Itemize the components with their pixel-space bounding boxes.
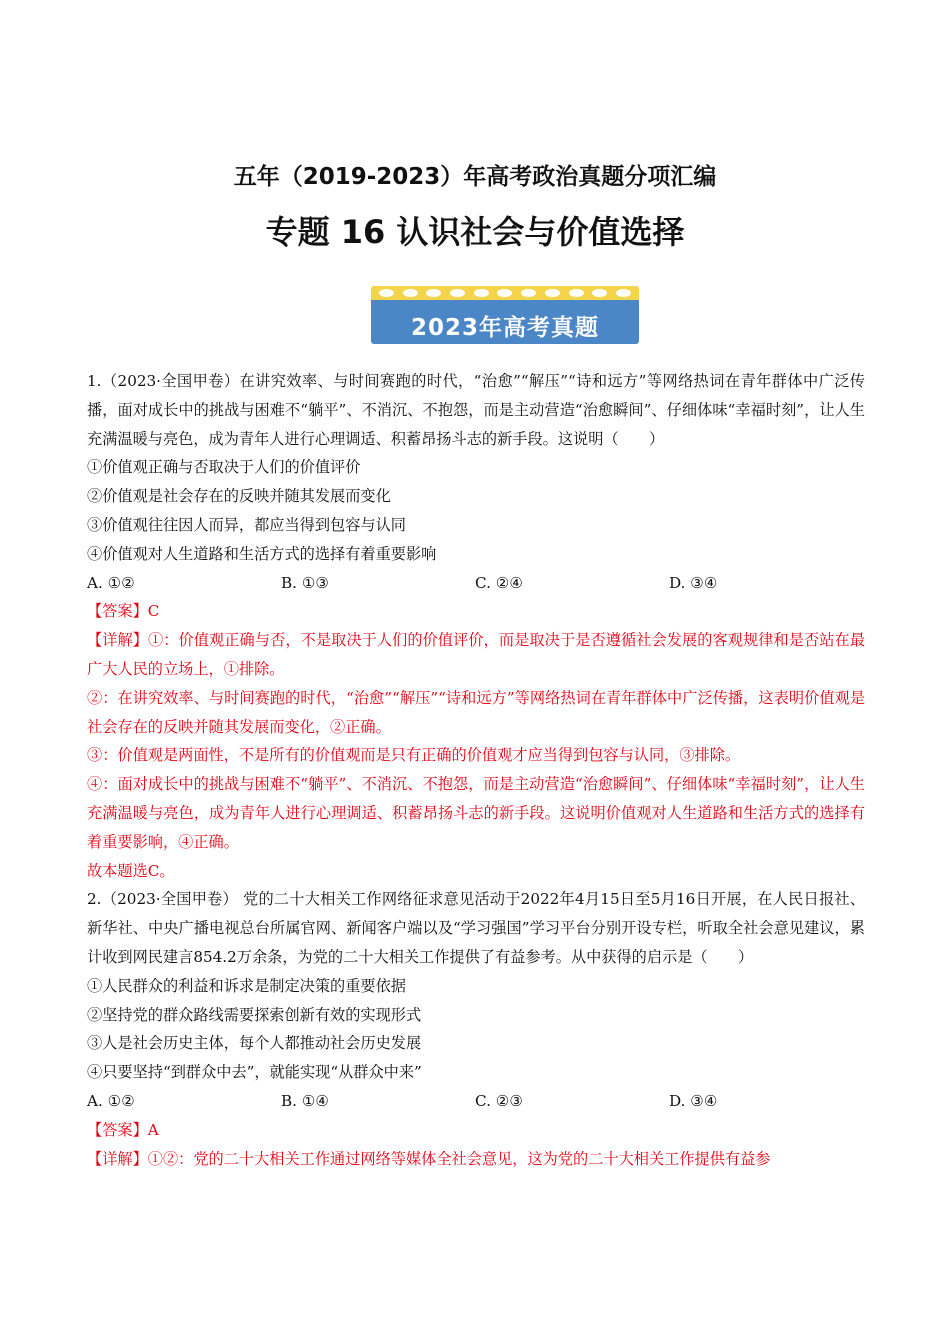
question-stem: 1.（2023·全国甲卷）在讲究效率、与时间赛跑的时代，“治愈”“解压”“诗和远方”等网络热词在青年群体中广泛传播，面对成长中的挑战与困难不“躺平”、不消沉、不抱怨，而是主动营造“治愈瞬间”、仔细体味“幸福时刻”，让人生充满温暖与亮色，成为青年人进行心理调适、积蓄昂扬斗志的新手段。这说明（ ） <box>87 372 865 448</box>
option-c: C. ②③ <box>475 1091 523 1110</box>
banner-label: 2023年高考真题 <box>410 315 599 341</box>
option-c: C. ②④ <box>475 573 523 592</box>
dot-icon <box>379 289 394 297</box>
analysis-paragraph: ④：面对成长中的挑战与困难不“躺平”、不消沉、不抱怨，而是主动营造“治愈瞬间”、仔细体味“幸福时刻”，让人生充满温暖与亮色，成为青年人进行心理调适、积蓄昂扬斗志的新手段。这说明价值观对人生道路和生活方式的选择有着重要影响，④正确。 <box>87 775 865 851</box>
analysis-paragraph: 【详解】①②：党的二十大相关工作通过网络等媒体全社会意见，这为党的二十大相关工作提供有益参 <box>87 1149 771 1168</box>
statement-item: ③价值观往往因人而异，都应当得到包容与认同 <box>87 515 406 534</box>
analysis-paragraph: ②：在讲究效率、与时间赛跑的时代，“治愈”“解压”“诗和远方”等网络热词在青年群体中广泛传播，这表明价值观是社会存在的反映并随其发展而变化，②正确。 <box>87 688 865 736</box>
answer-options <box>87 1087 865 1116</box>
banner-dots <box>379 289 631 297</box>
statement-item: ④价值观对人生道路和生活方式的选择有着重要影响 <box>87 544 437 563</box>
answer-key: 【答案】A <box>87 1120 159 1139</box>
answer-key: 【答案】C <box>87 602 160 621</box>
statement-item: ①价值观正确与否取决于人们的价值评价 <box>87 458 361 477</box>
option-a: A. ①② <box>87 573 135 592</box>
dot-icon <box>616 289 631 297</box>
dot-icon <box>450 289 465 297</box>
question-stem: 2.（2023·全国甲卷） 党的二十大相关工作网络征求意见活动于2022年4月15日至5月16日开展，在人民日报社、新华社、中央广播电视总台所属官网、新闻客户端以及“学习强国”学习平台分别开设专栏，听取全社会意见建议，累计收到网民建言854.2万余条，为党的二十大相关工作提供了有益参考。从中获得的启示是（ ） <box>87 890 865 966</box>
statement-item: ④只要坚持“到群众中去”，就能实现“从群众中来” <box>87 1063 422 1082</box>
option-a: A. ①② <box>87 1091 135 1110</box>
analysis-conclusion: 故本题选C。 <box>87 861 175 880</box>
document-subtitle: 专题 16 认识社会与价值选择 <box>265 213 685 251</box>
dot-icon <box>474 289 489 297</box>
banner-top-strip <box>371 286 639 300</box>
option-b: B. ①④ <box>281 1091 330 1110</box>
statement-item: ②价值观是社会存在的反映并随其发展而变化 <box>87 487 391 506</box>
statement-item: ①人民群众的利益和诉求是制定决策的重要依据 <box>87 976 406 995</box>
question-2 <box>87 885 865 1173</box>
option-d: D. ③④ <box>669 573 718 592</box>
question-1 <box>87 367 865 885</box>
section-banner <box>371 286 639 344</box>
dot-icon <box>545 289 560 297</box>
answer-options <box>87 569 865 598</box>
dot-icon <box>403 289 418 297</box>
statement-item: ③人是社会历史主体，每个人都推动社会历史发展 <box>87 1034 422 1053</box>
dot-icon <box>497 289 512 297</box>
option-b: B. ①③ <box>281 573 330 592</box>
dot-icon <box>592 289 607 297</box>
analysis-paragraph: 【详解】①：价值观正确与否，不是取决于人们的价值评价，而是取决于是否遵循社会发展的客观规律和是否站在最广大人民的立场上，①排除。 <box>87 631 865 678</box>
dot-icon <box>426 289 441 297</box>
document-title: 五年（2019-2023）年高考政治真题分项汇编 <box>233 164 717 190</box>
statement-item: ②坚持党的群众路线需要探索创新有效的实现形式 <box>87 1005 422 1024</box>
analysis-paragraph: ③：价值观是两面性，不是所有的价值观而是只有正确的价值观才应当得到包容与认同，③排除。 <box>87 746 741 765</box>
main-content <box>87 367 865 1173</box>
dot-icon <box>569 289 584 297</box>
dot-icon <box>521 289 536 297</box>
option-d: D. ③④ <box>669 1091 718 1110</box>
